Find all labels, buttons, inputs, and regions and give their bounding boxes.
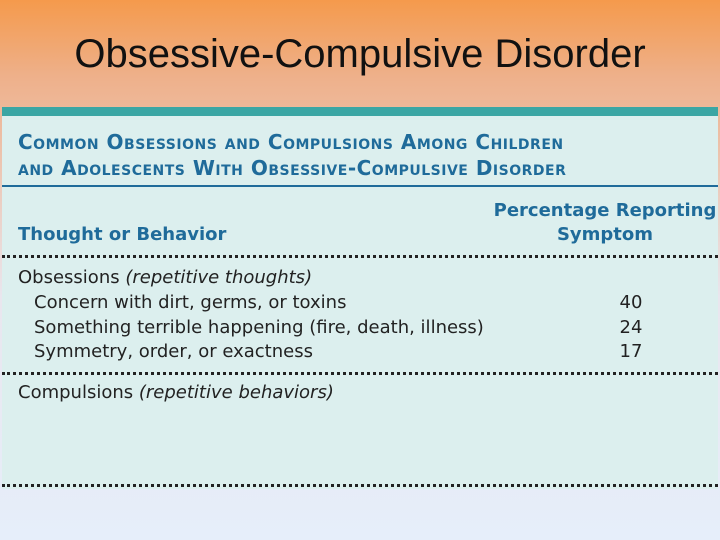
row-label: Something terrible happening (fire, death, illness) bbox=[34, 317, 484, 338]
row-label: Symmetry, order, or exactness bbox=[34, 341, 313, 362]
row-value: 24 bbox=[619, 317, 643, 338]
accent-bar bbox=[2, 107, 718, 116]
table-heading bbox=[18, 129, 708, 181]
obsessions-category-row bbox=[18, 266, 718, 290]
slide-title: Obsessive-Compulsive Disorder bbox=[74, 32, 646, 76]
column-header-thought: Thought or Behavior bbox=[18, 224, 227, 245]
obsessions-note: (repetitive thoughts) bbox=[125, 267, 313, 288]
table-heading-line1: Common Obsessions and Compulsions Among Children bbox=[18, 130, 564, 154]
compulsions-label: Compulsions bbox=[18, 382, 134, 403]
obsessions-label: Obsessions bbox=[18, 267, 120, 288]
heading-rule bbox=[2, 185, 718, 187]
section-divider bbox=[2, 372, 718, 375]
table-row bbox=[34, 291, 718, 315]
table-panel bbox=[2, 107, 718, 489]
table-bottom-divider bbox=[2, 484, 718, 487]
compulsions-category-row bbox=[18, 381, 718, 405]
table-row bbox=[34, 316, 718, 340]
compulsions-note: (repetitive behaviors) bbox=[138, 382, 334, 403]
row-value: 17 bbox=[619, 341, 643, 362]
header-divider bbox=[2, 255, 718, 258]
column-header-percentage-line1: Percentage Reporting bbox=[493, 200, 717, 221]
row-label: Concern with dirt, germs, or toxins bbox=[34, 292, 347, 313]
row-value: 40 bbox=[619, 292, 643, 313]
table-row bbox=[34, 340, 718, 364]
table-heading-line2: and Adolescents With Obsessive-Compulsive Disorder bbox=[18, 156, 567, 180]
column-header-percentage-line2: Symptom bbox=[556, 224, 654, 245]
column-header-percentage bbox=[492, 199, 718, 247]
